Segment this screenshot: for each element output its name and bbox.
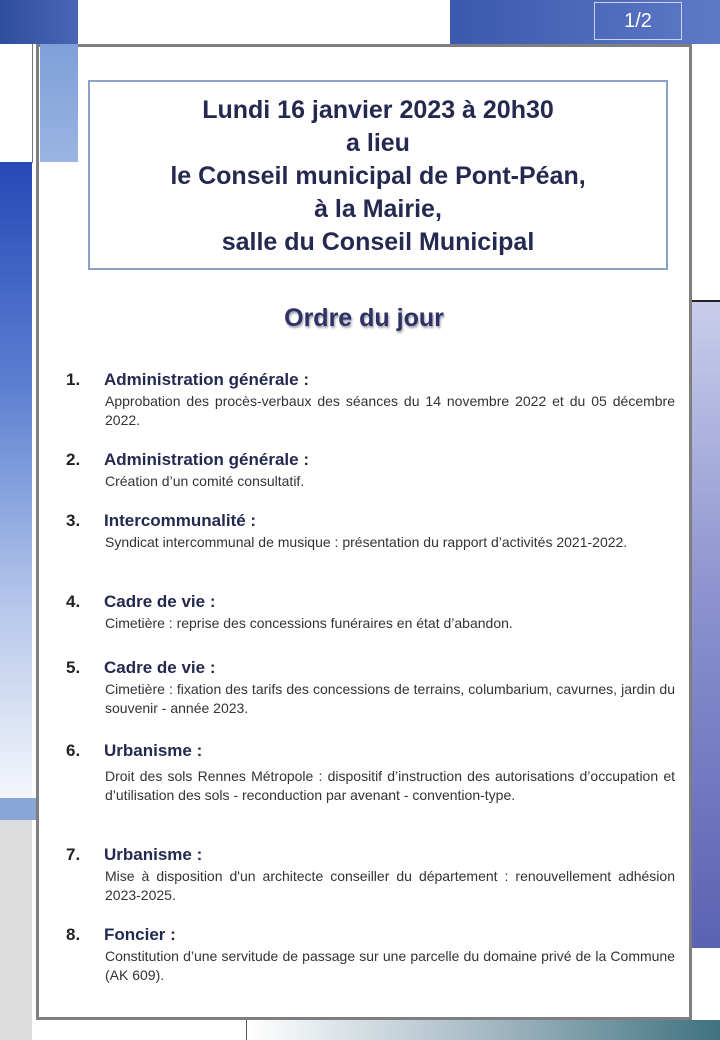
header-council-line: le Conseil municipal de Pont-Péan, [170,162,586,190]
page-number: 1/2 [594,2,682,40]
bottom-left-decor [40,1020,247,1040]
header-location-line: à la Mairie, [314,195,442,223]
agenda-item-number: 1. [66,370,81,389]
agenda-item-text: Cimetière : reprise des concessions funéraires en état d’abandon. [105,615,513,631]
agenda-item-text: Approbation des procès-verbaux des séances du 14 novembre 2022 et du 05 décembre 2022. [105,393,675,428]
agenda-item-text: Constitution d’une servitude de passage sur une parcelle du domaine privé de la Commune (AK 609). [105,948,675,983]
agenda-title: Ordre du jour [284,304,444,332]
header-date-line: Lundi 16 janvier 2023 à 20h30 [202,96,554,124]
agenda-item [66,450,676,491]
agenda-item-category: Administration générale : [104,370,309,389]
agenda-item-category: Urbanisme : [104,845,203,864]
agenda-item [66,592,676,633]
agenda-item-number: 6. [66,741,81,760]
agenda-item-category: Administration générale : [104,450,309,469]
agenda-item-category: Intercommunalité : [104,511,257,530]
right-strip-decor [692,44,720,302]
agenda-item-number: 7. [66,845,81,864]
agenda-item-number: 2. [66,450,81,469]
meeting-header-box [88,80,668,270]
agenda-item-text: Droit des sols Rennes Métropole : dispositif d’instruction des autorisations d’occupation et d’utilisation des sols - reconduction par avenant - convention-type. [105,768,675,803]
agenda-item-text: Mise à disposition d'un architecte conseiller du département : renouvellement adhésion 2023-2025. [105,868,675,903]
agenda-item-text: Syndicat intercommunal de musique : présentation du rapport d’activités 2021-2022. [105,534,628,550]
left-gradient-strip [0,162,32,798]
agenda-item-category: Cadre de vie : [104,592,216,611]
agenda-item [66,370,676,430]
agenda-item [66,511,676,552]
agenda-item-number: 5. [66,658,81,677]
agenda-item-number: 3. [66,511,81,530]
agenda-item-text: Création d’un comité consultatif. [105,473,305,489]
header-line-2: a lieu [346,129,410,157]
agenda-item-category: Foncier : [104,925,176,944]
bottom-gradient-band [247,1020,720,1040]
agenda-item-category: Cadre de vie : [104,658,216,677]
agenda-item [66,741,676,805]
agenda-item [66,658,676,718]
header-room-line: salle du Conseil Municipal [221,228,535,256]
agenda-item [66,925,676,985]
left-grey-strip [0,820,32,1040]
top-left-decor [0,0,78,44]
agenda-item [66,845,676,905]
agenda-item-category: Urbanisme : [104,741,203,760]
agenda-item-text: Cimetière : fixation des tarifs des concessions de terrains, columbarium, cavurnes, jardin du souvenir - année 2023. [105,681,675,716]
right-gradient-strip [692,302,720,948]
agenda-item-number: 4. [66,592,81,611]
left-accent-small [0,798,36,820]
left-strip-decor [0,44,33,163]
agenda-item-number: 8. [66,925,81,944]
left-accent-block [40,44,78,162]
top-band-decor [78,0,450,45]
